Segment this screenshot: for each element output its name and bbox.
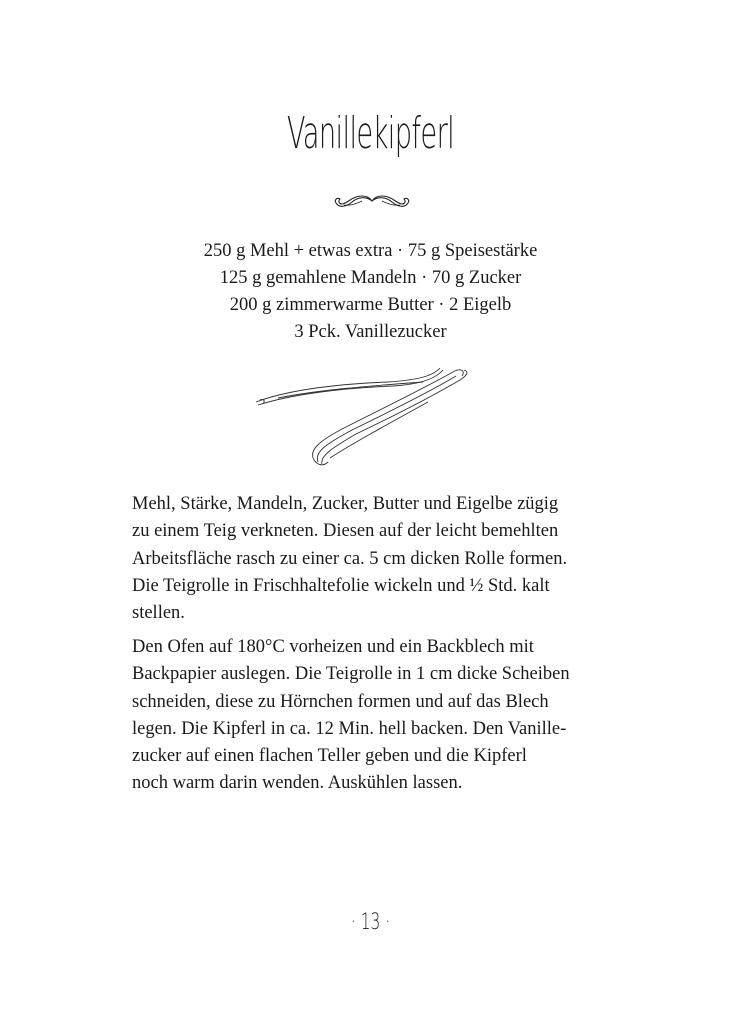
text-line: noch warm darin wenden. Auskühlen lassen. bbox=[132, 773, 463, 794]
ingredient-line: 3 Pck. Vanillezucker bbox=[294, 322, 447, 342]
text-line: Arbeitsfläche rasch zu einer ca. 5 cm dicken Rolle formen. bbox=[132, 548, 568, 569]
mustache-icon bbox=[332, 192, 412, 216]
vanilla-pod-icon bbox=[248, 362, 488, 472]
text-line: schneiden, diese zu Hörnchen formen und auf das Blech bbox=[132, 691, 549, 712]
text-line: Backpapier auslegen. Die Teigrolle in 1 cm dicke Scheiben bbox=[132, 664, 570, 685]
text-line: zu einem Teig verkneten. Diesen auf der leicht bemehlten bbox=[132, 521, 559, 542]
ingredient-line: 125 g gemahlene Mandeln · 70 g Zucker bbox=[219, 268, 522, 288]
recipe-title: Vanillekipferl bbox=[286, 108, 455, 159]
text-line: Den Ofen auf 180°C vorheizen und ein Backblech mit bbox=[132, 637, 534, 657]
instruction-paragraph bbox=[132, 491, 622, 627]
ingredient-list bbox=[0, 238, 741, 346]
text-line: Die Teigrolle in Frischhaltefolie wickeln und ½ Std. kalt bbox=[132, 575, 550, 596]
ingredient-line: 200 g zimmerwarme Butter · 2 Eigelb bbox=[229, 295, 512, 315]
text-line: stellen. bbox=[132, 603, 185, 624]
ingredient-line: 250 g Mehl + etwas extra · 75 g Speisestärke bbox=[203, 241, 538, 261]
instruction-paragraph bbox=[132, 634, 622, 798]
page-number: · 13 · bbox=[350, 910, 391, 935]
text-line: zucker auf einen flachen Teller geben und die Kipferl bbox=[132, 746, 527, 767]
text-line: Mehl, Stärke, Mandeln, Zucker, Butter und Eigelbe zügig bbox=[132, 494, 559, 514]
text-line: legen. Die Kipferl in ca. 12 Min. hell backen. Den Vanille- bbox=[132, 718, 567, 739]
